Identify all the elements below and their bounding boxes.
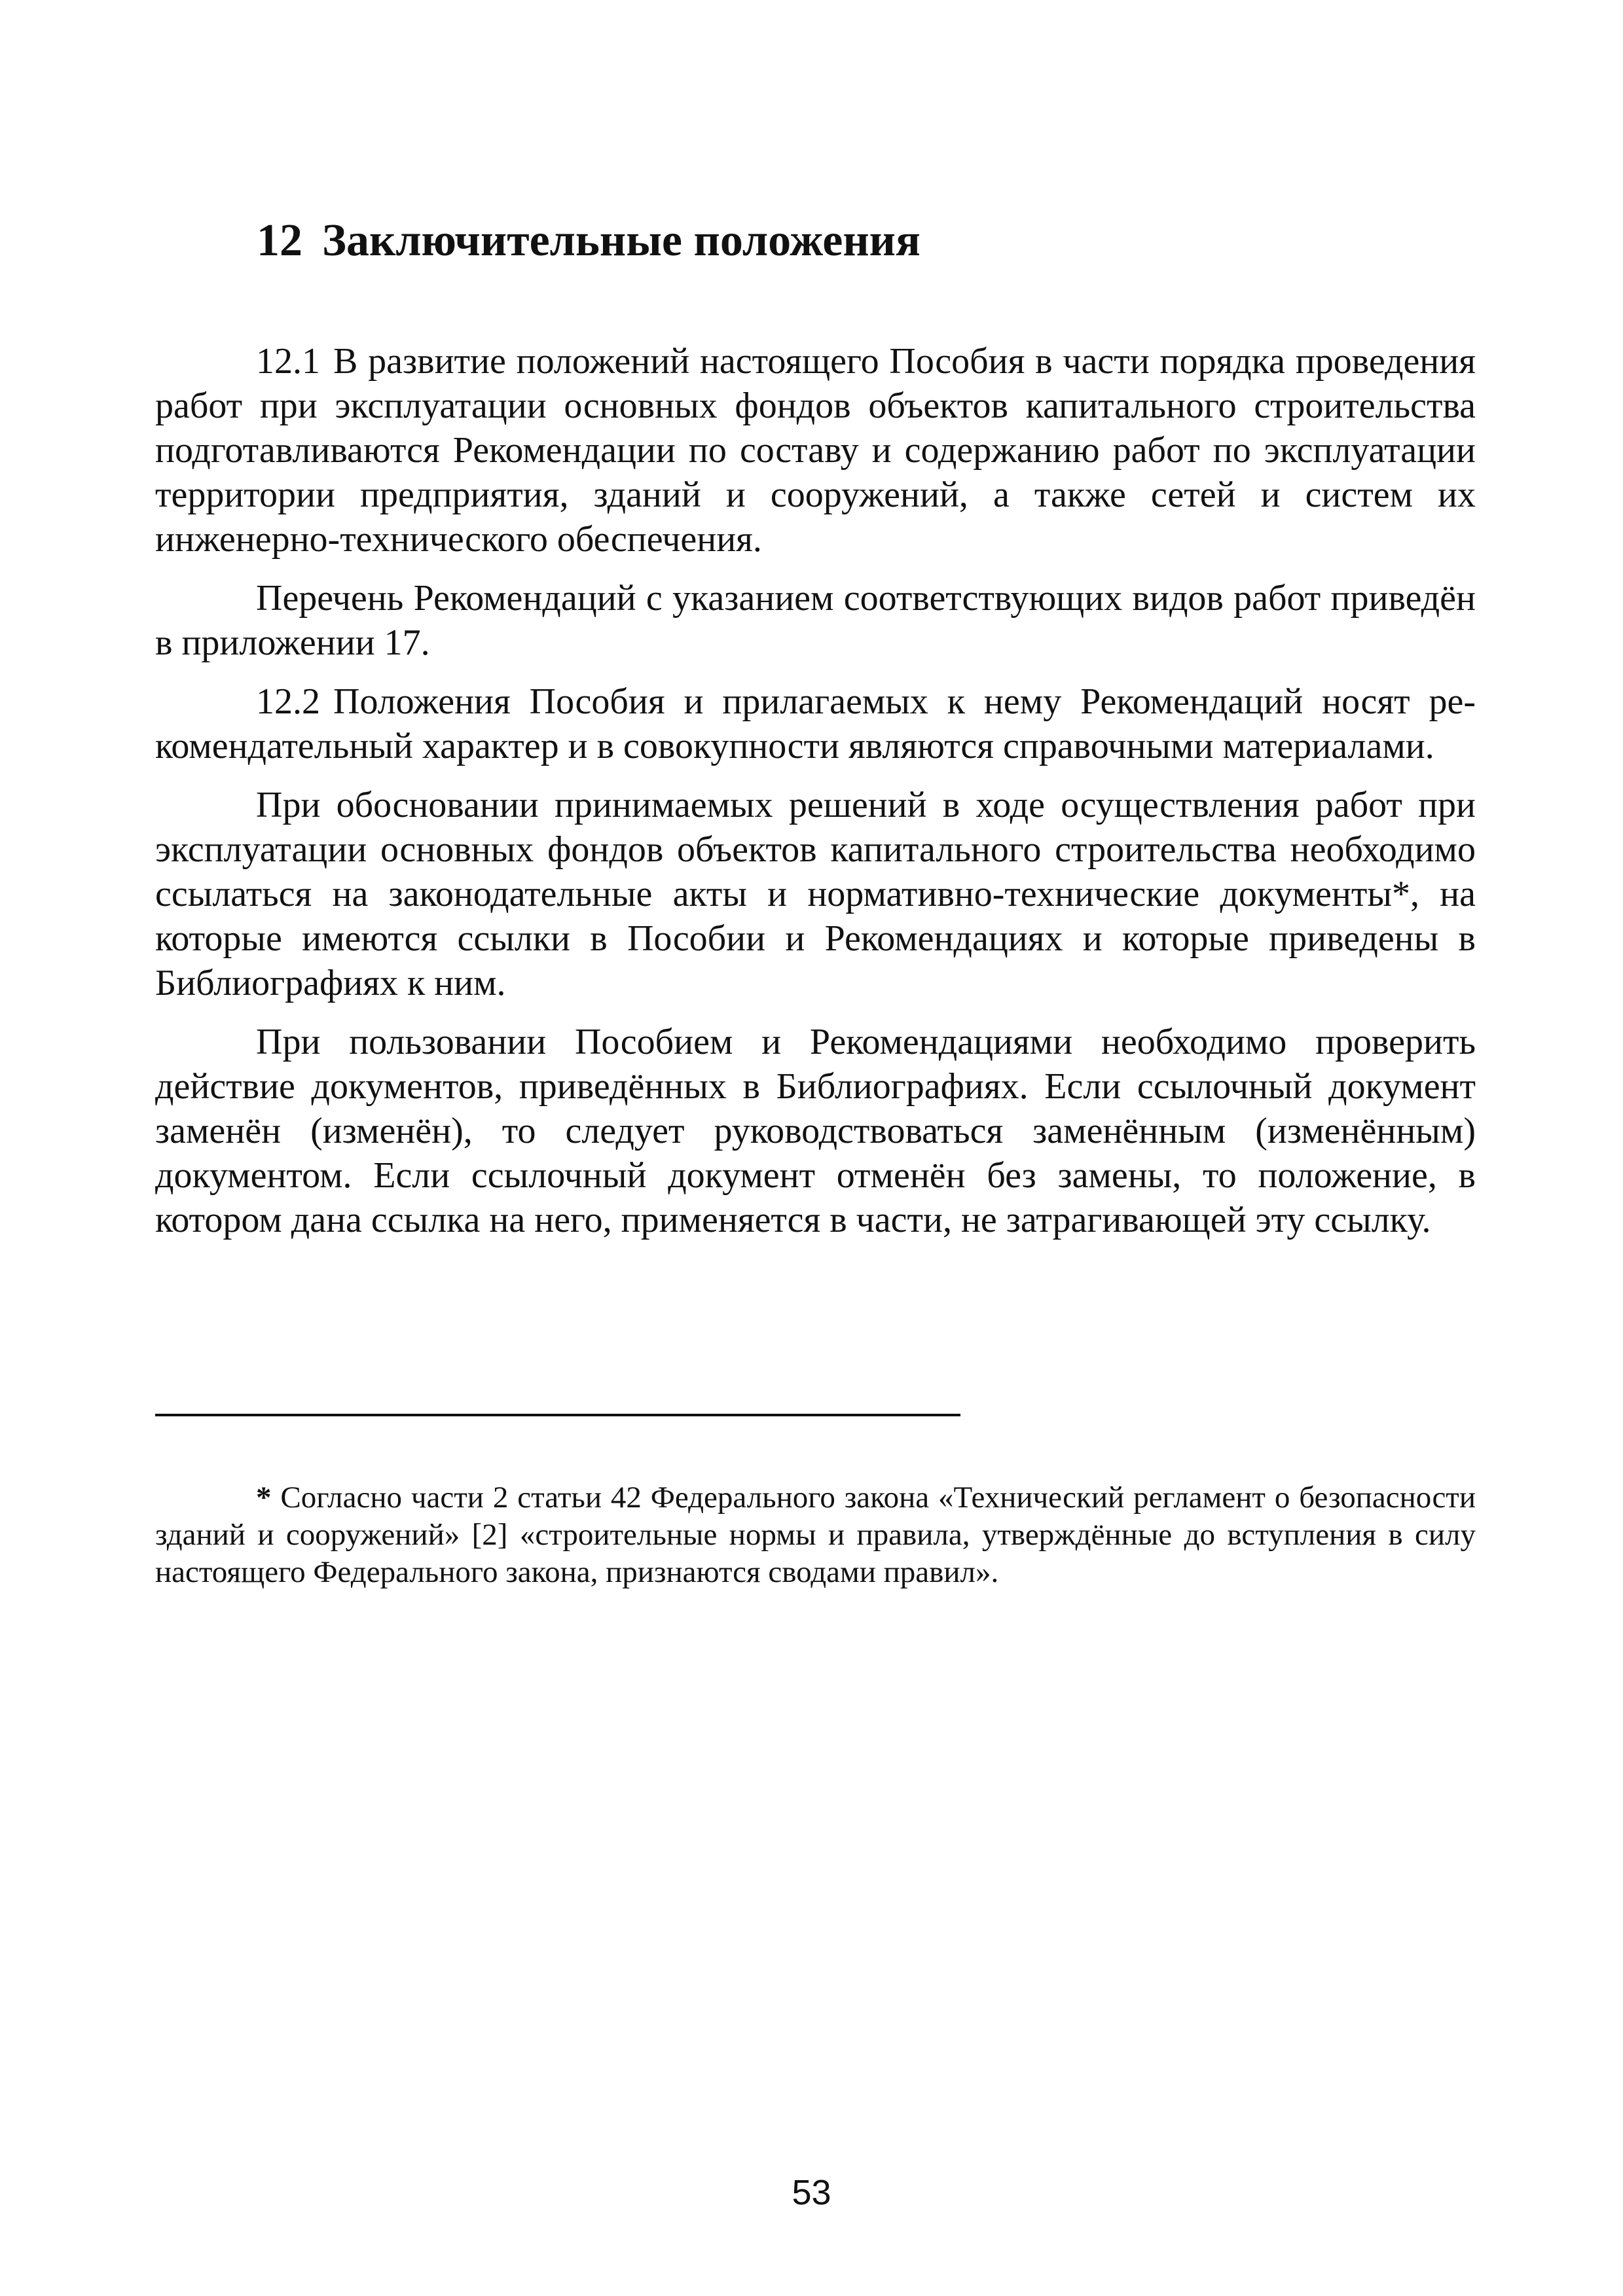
footnote-text: Согласно части 2 статьи 42 Федерального закона «Технический регламент о безопасности зданий и сооружений» [2] «строительные нормы и правила, утверждённые до вступления в силу настоящего Федерального закона, признаются сводами правил». (155, 1480, 1476, 1589)
paragraph-usage (155, 1020, 1476, 1242)
paragraph-number: 12.1 (256, 341, 320, 382)
section-heading (257, 208, 921, 274)
paragraph-text: Перечень Рекомендаций с указанием соответствующих видов работ приведён в приложении 17. (155, 578, 1476, 663)
paragraph-text: В развитие положений настоящего Пособия в части порядка проведения работ при эксплуатации основных фондов объектов капитального строительства подготавливаются Рекомендации по составу и содержанию работ по эксплуатации территории предприятия, зданий и сооружений, а также сетей и систем их инженерно-технического обеспечения. (155, 341, 1476, 560)
paragraph-text-continued: , на которые имеются ссылки в Пособии и Рекомендациях и которые приведены в Библиографиях к ним. (155, 874, 1476, 1003)
paragraph-12-1 (155, 339, 1476, 562)
section-title: Заключительные положения (322, 215, 921, 266)
section-number: 12 (257, 215, 302, 266)
paragraph-text: Положения Пособия и прилагаемых к нему Рекомендаций носят рекомендательный характер и в совокупности являются справочными материалами. (155, 681, 1476, 766)
page-number: 53 (792, 2173, 831, 2212)
body-text (155, 339, 1476, 1242)
paragraph-number: 12.2 (256, 681, 320, 722)
footnote-reference-mark: * (1391, 874, 1410, 914)
footnote (155, 1479, 1476, 1591)
paragraph-justification (155, 783, 1476, 1005)
paragraph-text: При обосновании принимаемых решений в ходе осуществления работ при эксплуатации основных фондов объектов капитального строительства необходимо ссылаться на законодательные акты и нормативно-технические документы (155, 785, 1476, 914)
paragraph-text: При пользовании Пособием и Рекомендациями необходимо проверить действие документов, приведённых в Библиографиях. Если ссылочный документ заменён (изменён), то следует руководствоваться заменённым (изменённым) документом. Если ссылочный документ отменён без замены, то положение, в котором дана ссылка на него, применяется в части, не затрагивающей эту ссылку. (155, 1022, 1476, 1240)
footnote-separator (155, 1414, 960, 1416)
footnote-mark: * (256, 1480, 272, 1515)
paragraph-recommendations-list (155, 576, 1476, 665)
paragraph-12-2 (155, 679, 1476, 768)
